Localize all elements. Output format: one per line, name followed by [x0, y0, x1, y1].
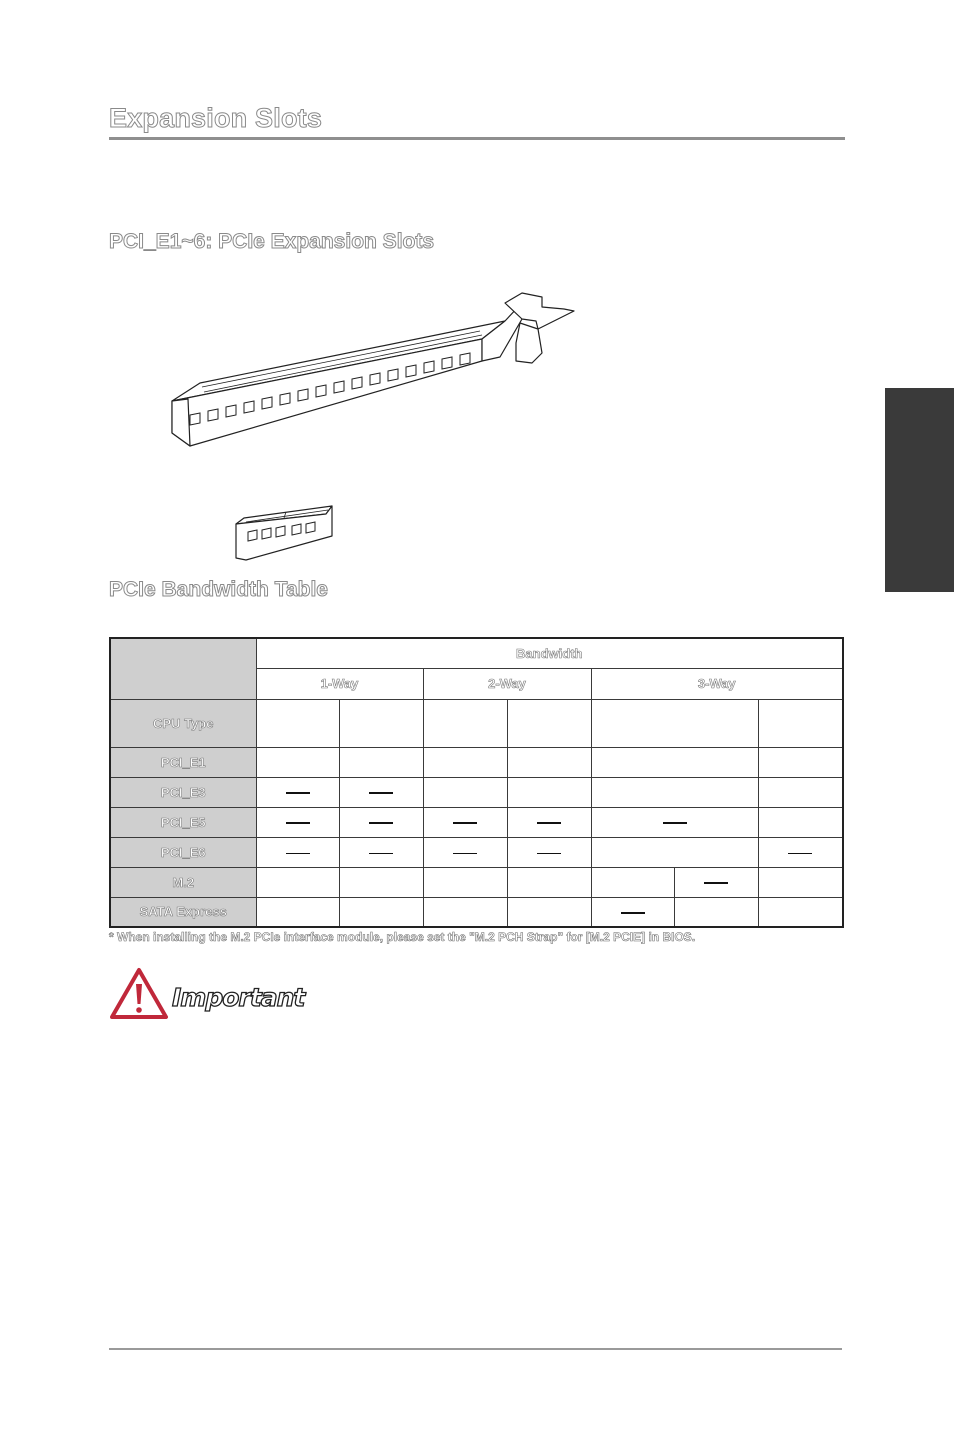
table-cell — [591, 699, 758, 747]
table-cell — [507, 867, 591, 897]
table-cell — [507, 777, 591, 807]
dash-mark — [369, 822, 393, 824]
table-cell-dash — [339, 777, 423, 807]
table-cell-dash — [339, 807, 423, 837]
table-cell-dash — [423, 837, 507, 867]
important-label: Important — [172, 983, 305, 1012]
table-cell-dash — [591, 807, 758, 837]
pcie-x1-slot-icon — [232, 502, 342, 564]
row-header-pci-e1: PCI_E1 — [110, 747, 256, 777]
table-cell-dash — [758, 837, 843, 867]
table-cell — [423, 699, 507, 747]
dash-mark — [286, 822, 310, 824]
dash-mark — [453, 853, 477, 854]
dash-mark — [369, 792, 393, 794]
dash-mark — [286, 853, 310, 854]
dash-mark — [537, 853, 561, 854]
row-header-sata-express: SATA Express — [110, 897, 256, 927]
table-cell — [423, 777, 507, 807]
title-divider — [109, 137, 845, 140]
pcie-bandwidth-table — [109, 637, 844, 928]
table-cell — [758, 867, 843, 897]
table-cell — [758, 699, 843, 747]
table-cell — [339, 699, 423, 747]
row-header-pci-e6: PCI_E6 — [110, 837, 256, 867]
table-cell — [256, 897, 339, 927]
dash-mark — [537, 822, 561, 824]
row-header-pci-e3: PCI_E3 — [110, 777, 256, 807]
table-cell — [507, 747, 591, 777]
table-cell — [507, 897, 591, 927]
table-cell-dash — [423, 807, 507, 837]
table-cell — [591, 867, 674, 897]
dash-mark — [788, 853, 812, 854]
table-cell-dash — [339, 837, 423, 867]
dash-mark — [369, 853, 393, 854]
table-cell — [256, 699, 339, 747]
table-cell — [758, 807, 843, 837]
table-cell-dash — [256, 807, 339, 837]
table-cell — [758, 777, 843, 807]
table-cell — [423, 897, 507, 927]
table-cell — [591, 837, 758, 867]
header-3way: 3-Way — [591, 668, 843, 699]
row-header-pci-e5: PCI_E5 — [110, 807, 256, 837]
dash-mark — [286, 792, 310, 794]
table-cell-dash — [507, 807, 591, 837]
table-cell-dash — [256, 777, 339, 807]
table-corner-cell — [110, 638, 256, 699]
table-cell — [423, 747, 507, 777]
row-header-cpu-type: CPU Type — [110, 699, 256, 747]
table-cell — [758, 747, 843, 777]
table-cell — [591, 777, 758, 807]
header-bandwidth: Bandwidth — [256, 638, 843, 668]
table-cell — [423, 867, 507, 897]
page-title: Expansion Slots — [109, 103, 323, 133]
section-heading-bandwidth-table: PCIe Bandwidth Table — [109, 578, 328, 601]
header-1way: 1-Way — [256, 668, 423, 699]
chapter-side-tab — [885, 388, 954, 592]
dash-mark — [621, 912, 645, 914]
dash-mark — [704, 882, 728, 884]
table-cell-dash — [591, 897, 674, 927]
dash-mark — [453, 822, 477, 824]
footer-divider — [109, 1348, 842, 1350]
warning-triangle-icon — [108, 966, 170, 1022]
section-heading-slots: PCI_E1~6: PCIe Expansion Slots — [109, 230, 435, 253]
table-cell — [256, 747, 339, 777]
row-header-m2: M.2 — [110, 867, 256, 897]
table-cell — [674, 897, 758, 927]
table-cell — [758, 897, 843, 927]
table-cell — [339, 897, 423, 927]
table-cell — [507, 699, 591, 747]
table-cell — [339, 747, 423, 777]
table-cell-dash — [674, 867, 758, 897]
header-2way: 2-Way — [423, 668, 591, 699]
table-cell — [339, 867, 423, 897]
table-cell-dash — [256, 837, 339, 867]
table-footnote: * When installing the M.2 PCIe interface module, please set the "M.2 PCH Strap" for [M.2 PCIE] in BIOS. — [109, 930, 696, 944]
table-cell — [256, 867, 339, 897]
table-cell-dash — [507, 837, 591, 867]
pcie-x16-slot-icon — [160, 283, 580, 453]
dash-mark — [663, 822, 687, 824]
table-cell — [591, 747, 758, 777]
